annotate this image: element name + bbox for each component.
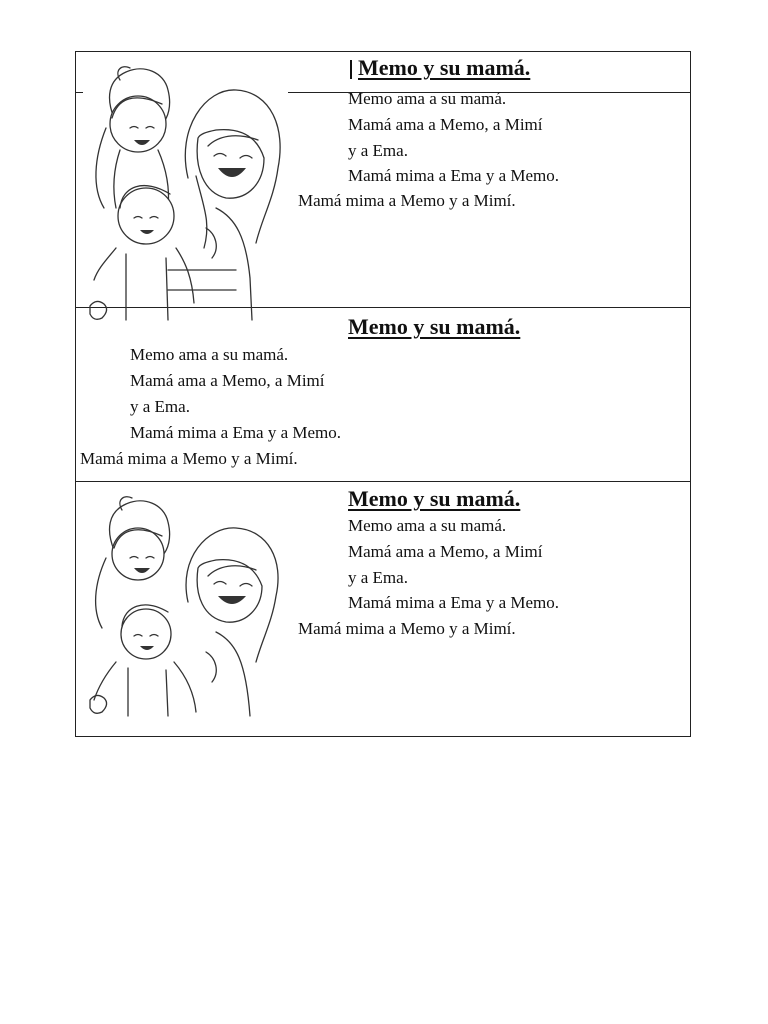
reading-line: Mamá mima a Memo y a Mimí. bbox=[298, 619, 516, 638]
reading-line: y a Ema. bbox=[130, 397, 190, 416]
reading-title: Memo y su mamá. bbox=[348, 314, 521, 339]
reading-line: Mamá ama a Memo, a Mimí bbox=[348, 542, 543, 561]
divider-stub bbox=[75, 92, 83, 93]
text-cursor bbox=[350, 60, 352, 79]
reading-line: Mamá ama a Memo, a Mimí bbox=[130, 371, 325, 390]
reading-line: y a Ema. bbox=[348, 568, 408, 587]
reading-line: Memo ama a su mamá. bbox=[130, 345, 289, 364]
reading-line: Mamá mima a Ema y a Memo. bbox=[348, 166, 560, 185]
reading-line: Mamá mima a Memo y a Mimí. bbox=[298, 191, 516, 210]
reading-line: Mamá mima a Ema y a Memo. bbox=[130, 423, 342, 442]
reading-line: y a Ema. bbox=[348, 141, 408, 160]
reading-line: Memo ama a su mamá. bbox=[348, 516, 507, 535]
mother-and-children-illustration bbox=[86, 492, 286, 720]
reading-line: Mamá mima a Memo y a Mimí. bbox=[80, 449, 298, 468]
row-divider bbox=[76, 481, 690, 482]
reading-line: Mamá mima a Ema y a Memo. bbox=[348, 593, 560, 612]
reading-line: Mamá ama a Memo, a Mimí bbox=[348, 115, 543, 134]
reading-line: Memo ama a su mamá. bbox=[348, 89, 507, 108]
mother-and-children-illustration bbox=[86, 58, 286, 326]
reading-title: Memo y su mamá. bbox=[348, 486, 521, 511]
reading-title: Memo y su mamá. bbox=[358, 55, 531, 80]
